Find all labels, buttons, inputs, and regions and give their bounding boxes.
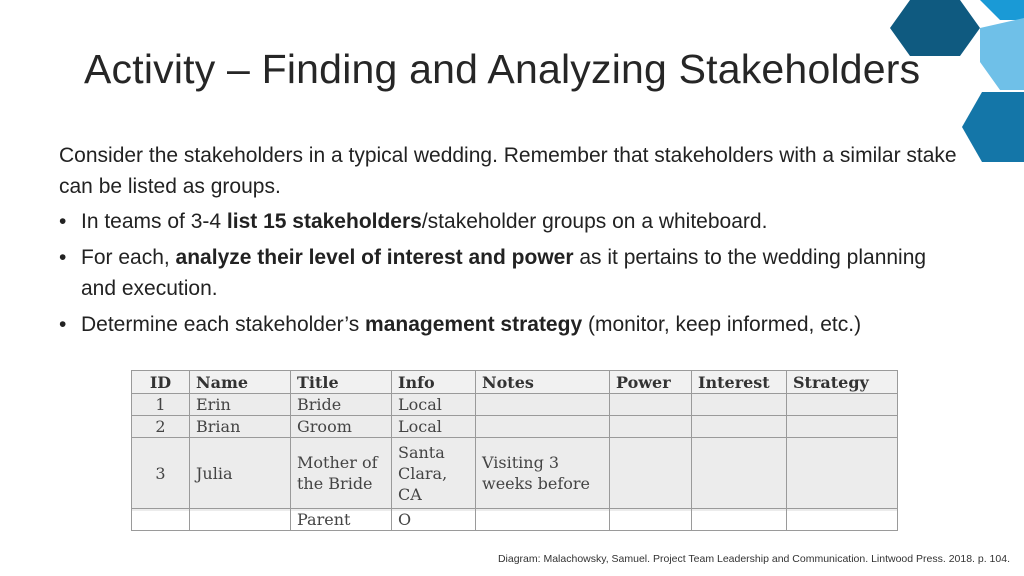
bullet-bold: management strategy — [365, 313, 583, 336]
bullet-list — [59, 206, 964, 340]
bullet-text: For each, — [81, 246, 176, 269]
table-row — [132, 438, 898, 509]
table-header: Name — [190, 371, 291, 394]
table-cell — [476, 394, 610, 416]
table-cell — [692, 416, 787, 438]
table-cell: Mother of the Bride — [291, 438, 392, 509]
table-cell — [787, 438, 898, 509]
table-row — [132, 509, 898, 531]
table-cell — [692, 509, 787, 531]
citation: Diagram: Malachowsky, Samuel. Project Team Leadership and Communication. Lintwood Press. 2018. p. 104. — [497, 553, 1010, 565]
table-cell — [787, 509, 898, 531]
table-cell — [692, 394, 787, 416]
table-cell: Erin — [190, 394, 291, 416]
hexagon-bright — [965, 0, 1024, 20]
table-header: Info — [392, 371, 476, 394]
table-cell: Bride — [291, 394, 392, 416]
stakeholder-table-image — [131, 370, 897, 529]
bullet-item — [59, 309, 964, 340]
table-header: Notes — [476, 371, 610, 394]
slide-body — [59, 140, 964, 345]
table-header: Strategy — [787, 371, 898, 394]
table-cell: Visiting 3 weeks before — [476, 438, 610, 509]
table-cell — [692, 438, 787, 509]
table-cell — [610, 416, 692, 438]
intro-paragraph: Consider the stakeholders in a typical wedding. Remember that stakeholders with a similar stake can be listed as groups. — [59, 144, 957, 198]
bullet-item — [59, 206, 964, 237]
table-header-row — [132, 371, 898, 394]
table-cell — [476, 416, 610, 438]
table-cell: 1 — [132, 394, 190, 416]
bullet-text: In teams of 3-4 — [81, 210, 227, 233]
table-header: Power — [610, 371, 692, 394]
table-cell: Parent — [291, 509, 392, 531]
table-cell — [610, 509, 692, 531]
table-cell: 2 — [132, 416, 190, 438]
hexagon-light — [980, 18, 1024, 90]
bullet-text: (monitor, keep informed, etc.) — [582, 313, 862, 336]
table-header: Interest — [692, 371, 787, 394]
table-row — [132, 416, 898, 438]
bullet-bold: analyze their level of interest and power — [175, 246, 574, 269]
table-cell: Local — [392, 416, 476, 438]
table-cell: Groom — [291, 416, 392, 438]
table-cell — [610, 438, 692, 509]
bullet-text: Determine each stakeholder’s — [81, 313, 366, 336]
table-cell: Local — [392, 394, 476, 416]
table-cell — [787, 416, 898, 438]
table-header: ID — [132, 371, 190, 394]
table-cell: O — [392, 509, 476, 531]
table-cell: Julia — [190, 438, 291, 509]
bullet-bold: list 15 stakeholders — [226, 210, 422, 233]
bullet-text: as it pertains to the wedding planning and execution. — [81, 246, 927, 300]
slide-title: Activity – Finding and Analyzing Stakeholders — [84, 46, 921, 92]
bullet-text: /stakeholder groups on a whiteboard. — [421, 210, 768, 233]
table-header: Title — [291, 371, 392, 394]
table-cell: Santa Clara, CA — [392, 438, 476, 509]
bullet-item — [59, 242, 964, 304]
table-cell — [787, 394, 898, 416]
table-cell — [132, 509, 190, 531]
table-row — [132, 394, 898, 416]
stakeholder-table — [131, 370, 898, 531]
table-cell — [476, 509, 610, 531]
table-cell — [190, 509, 291, 531]
table-cell: Brian — [190, 416, 291, 438]
table-cell — [610, 394, 692, 416]
table-cell: 3 — [132, 438, 190, 509]
hexagon-mid — [962, 92, 1024, 162]
